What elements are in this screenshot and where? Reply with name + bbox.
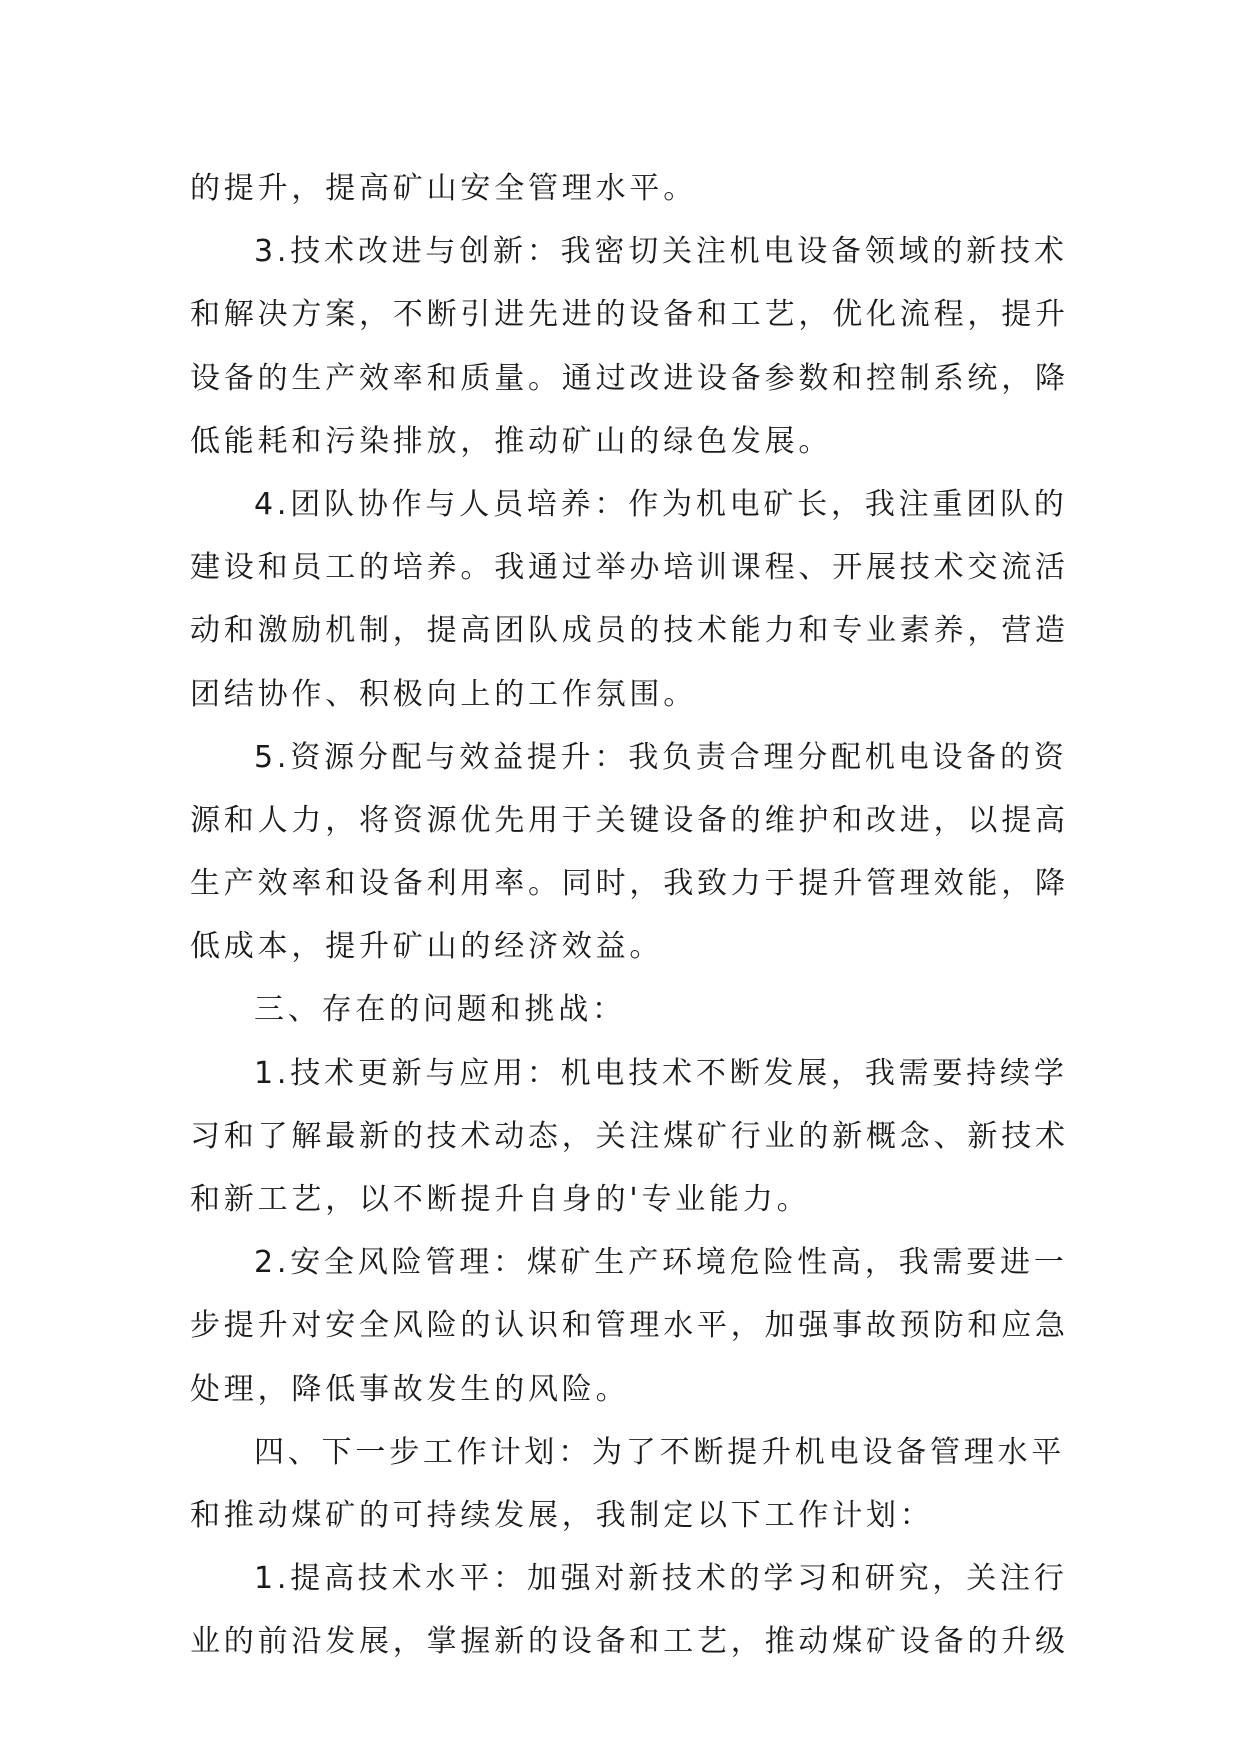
paragraph-start-line: 2.安全风险管理：煤矿生产环境危险性高，我需要进一 <box>254 1245 1068 1281</box>
paragraph-start-line: 4.团队协作与人员培养：作为机电矿长，我注重团队的 <box>254 486 1068 522</box>
text-line: 业的前沿发展，掌握新的设备和工艺，推动煤矿设备的升级 <box>190 1624 1069 1660</box>
text-line: 设备的生产效率和质量。通过改进设备参数和控制系统，降 <box>190 360 1069 396</box>
paragraph-start-line: 1.技术更新与应用：机电技术不断发展，我需要持续学 <box>254 1055 1068 1091</box>
text-line: 建设和员工的培养。我通过举办培训课程、开展技术交流活 <box>190 550 1069 586</box>
text-line: 和推动煤矿的可持续发展，我制定以下工作计划： <box>190 1497 934 1533</box>
paragraph-start-line: 5.资源分配与效益提升：我负责合理分配机电设备的资 <box>254 739 1068 775</box>
paragraph-start-line: 3.技术改进与创新：我密切关注机电设备领域的新技术 <box>254 234 1068 270</box>
text-line: 处理，降低事故发生的风险。 <box>190 1371 630 1407</box>
text-line: 团结协作、积极向上的工作氛围。 <box>190 676 697 712</box>
text-line: 和新工艺，以不断提升自身的'专业能力。 <box>190 1182 811 1217</box>
document-body <box>190 157 1069 1674</box>
section-heading: 三、存在的问题和挑战： <box>254 992 626 1028</box>
text-line: 的提升，提高矿山安全管理水平。 <box>190 171 697 206</box>
text-line: 和解决方案，不断引进先进的设备和工艺，优化流程，提升 <box>190 297 1069 333</box>
section-heading: 四、下一步工作计划：为了不断提升机电设备管理水平 <box>254 1434 1066 1470</box>
text-line: 低能耗和污染排放，推动矿山的绿色发展。 <box>190 423 833 459</box>
text-line: 习和了解最新的技术动态，关注煤矿行业的新概念、新技术 <box>190 1118 1069 1154</box>
text-line: 动和激励机制，提高团队成员的技术能力和专业素养，营造 <box>190 613 1069 649</box>
paragraph-start-line: 1.提高技术水平：加强对新技术的学习和研究，关注行 <box>254 1561 1068 1597</box>
text-line: 源和人力，将资源优先用于关键设备的维护和改进，以提高 <box>190 802 1069 838</box>
text-line: 低成本，提升矿山的经济效益。 <box>190 929 664 965</box>
text-line: 步提升对安全风险的认识和管理水平，加强事故预防和应急 <box>190 1308 1069 1344</box>
text-line: 生产效率和设备利用率。同时，我致力于提升管理效能，降 <box>190 866 1069 902</box>
